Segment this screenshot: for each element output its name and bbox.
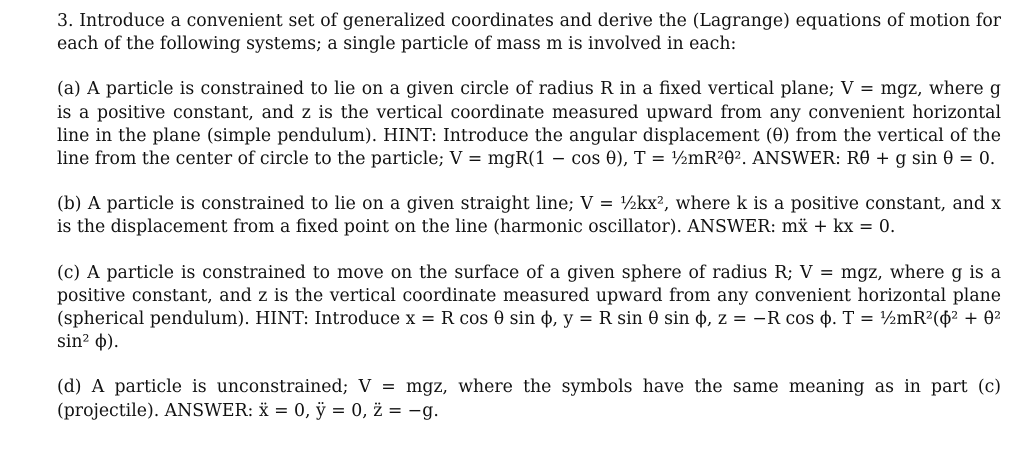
spacer	[57, 56, 1001, 78]
part-a-text: (a) A particle is constrained to lie on a given circle of radius R in a fixed vertical plane; V = mgz, where g is a positive constant, and z is the vertical coordinate measured upward from any convenient horizontal line in the plane (simple pendulum). HINT: Introduce the angular displacement (θ) from the vertical of the line from the center of circle to the particle; V = mgR(1 − cos θ), T = ½mR²θ̇². ANSWER: Rθ̈ + g sin θ = 0.	[57, 79, 1001, 170]
spacer	[57, 171, 1001, 193]
spacer	[57, 354, 1001, 376]
problem-page	[57, 10, 1001, 423]
spacer	[57, 240, 1001, 262]
part-d-text: (d) A particle is unconstrained; V = mgz, where the symbols have the same meaning as in part (c) (projectile). ANSWER: ẍ = 0, ÿ = 0, z̈ = −g.	[57, 377, 1001, 421]
part-c-text: (c) A particle is constrained to move on the surface of a given sphere of radius R; V = mgz, where g is a positive constant, and z is the vertical coordinate measured upward from any convenient horizontal plane (spherical pendulum). HINT: Introduce x = R cos θ sin ϕ, y = R sin θ sin ϕ, z = −R cos ϕ. T = ½mR²(ϕ̇² + θ̇² sin² ϕ).	[57, 262, 1001, 353]
part-b-text: (b) A particle is constrained to lie on a given straight line; V = ½kx², where k is a positive constant, and x is the displacement from a fixed point on the line (harmonic oscillator). ANSWER: mẍ + kx = 0.	[57, 194, 1001, 238]
problem-intro: 3. Introduce a convenient set of generalized coordinates and derive the (Lagrange) equations of motion for each of the following systems; a single particle of mass m is involved in each:	[57, 11, 1001, 55]
